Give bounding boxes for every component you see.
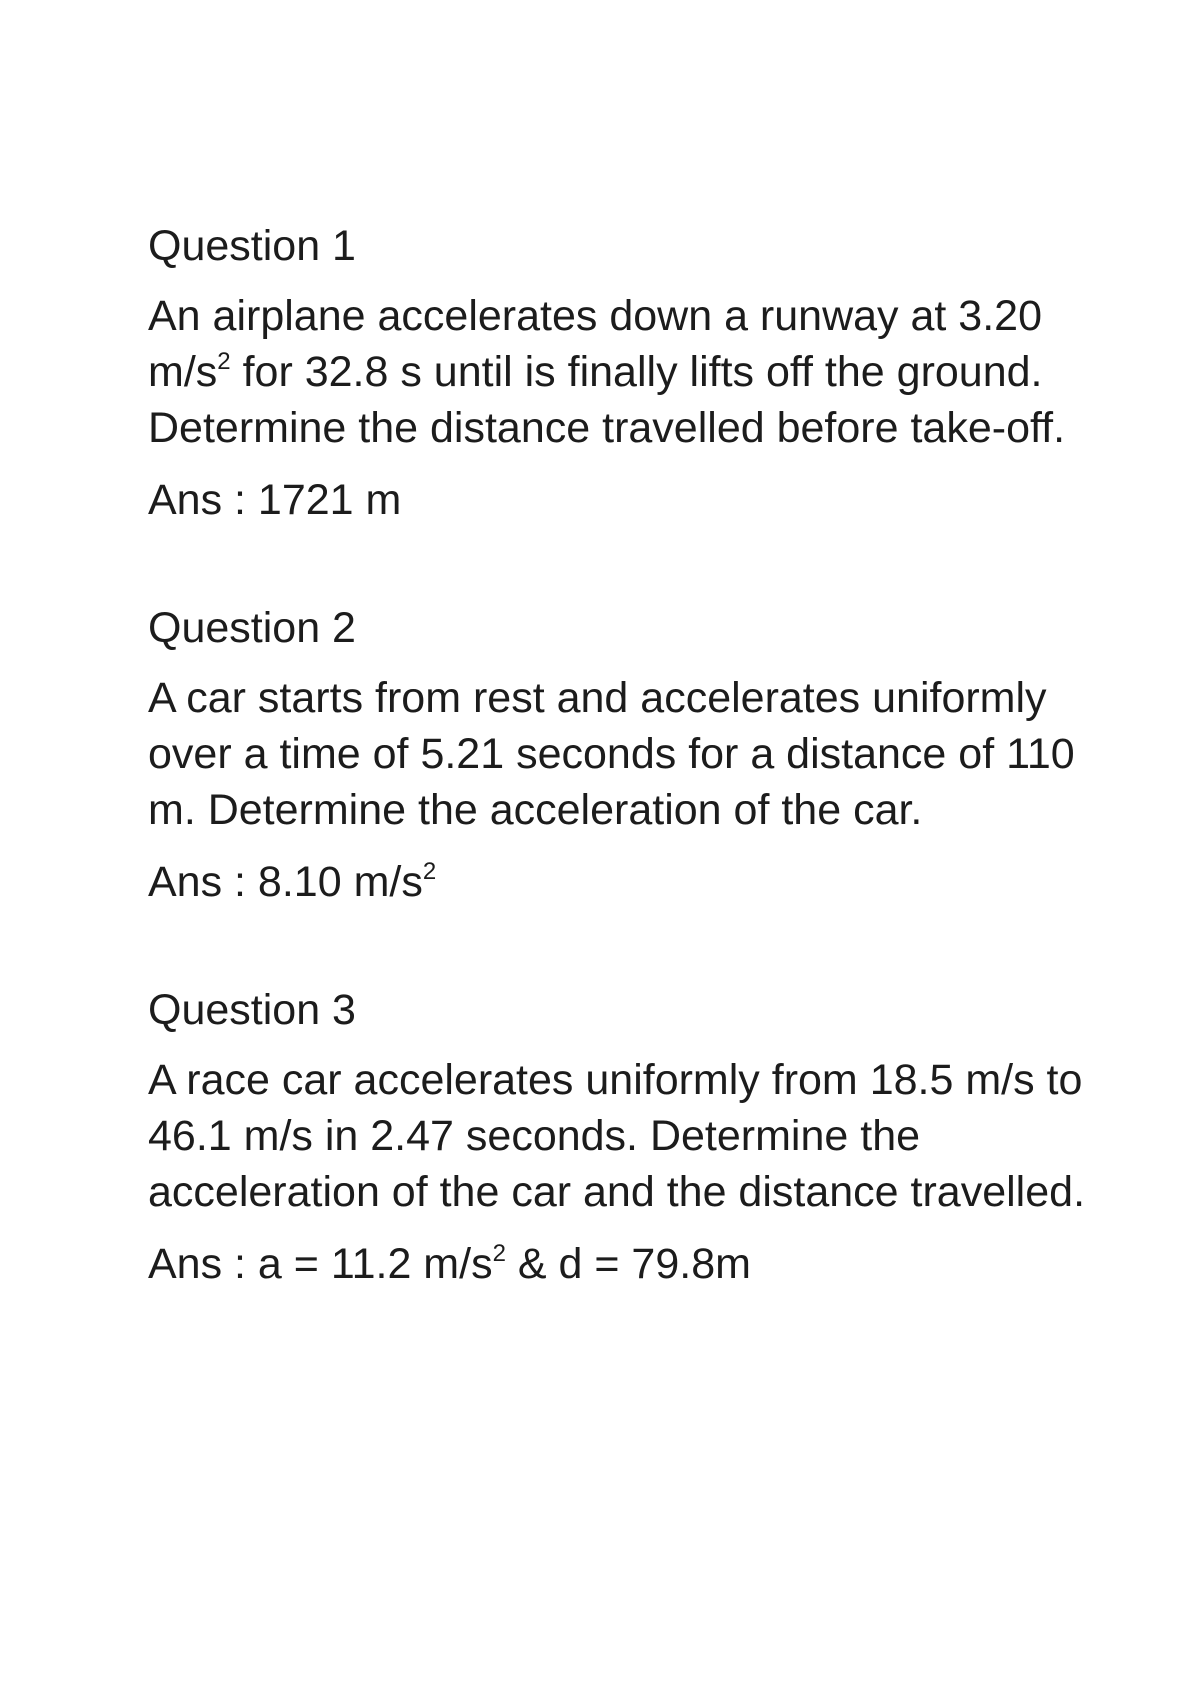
question-2 bbox=[148, 600, 1088, 910]
question-3 bbox=[148, 982, 1088, 1292]
question-text: A race car accelerates uniformly from 18.5 m/s to 46.1 m/s in 2.47 seconds. Determine the acceleration of the car and the distance travelled. bbox=[148, 1056, 1086, 1216]
answer-part: & d = 79.8m bbox=[505, 1240, 751, 1288]
question-1 bbox=[148, 218, 1088, 528]
question-title: Question 2 bbox=[148, 604, 356, 652]
question-text-part: for 32.8 s until is finally lifts off the ground. Determine the distance travelled before take-off. bbox=[148, 348, 1066, 452]
question-title: Question 3 bbox=[148, 986, 356, 1034]
answer bbox=[148, 1236, 1088, 1292]
question-title: Question 1 bbox=[148, 222, 356, 270]
question-text-part: An airplane accelerates down a runway at 3.20 m/s bbox=[148, 292, 1042, 396]
question-text: A car starts from rest and accelerates uniformly over a time of 5.21 seconds for a distance of 110 m. Determine the acceleration of the car. bbox=[148, 674, 1075, 834]
answer bbox=[148, 854, 1088, 910]
superscript: 2 bbox=[422, 857, 437, 885]
document-page bbox=[148, 218, 1088, 1364]
answer-part: Ans : a = 11.2 m/s bbox=[148, 1240, 493, 1288]
question-text bbox=[148, 288, 1088, 456]
superscript: 2 bbox=[492, 1239, 506, 1267]
answer-part: Ans : 8.10 m/s bbox=[148, 858, 423, 906]
answer: Ans : 1721 m bbox=[148, 476, 402, 524]
superscript: 2 bbox=[217, 347, 231, 375]
